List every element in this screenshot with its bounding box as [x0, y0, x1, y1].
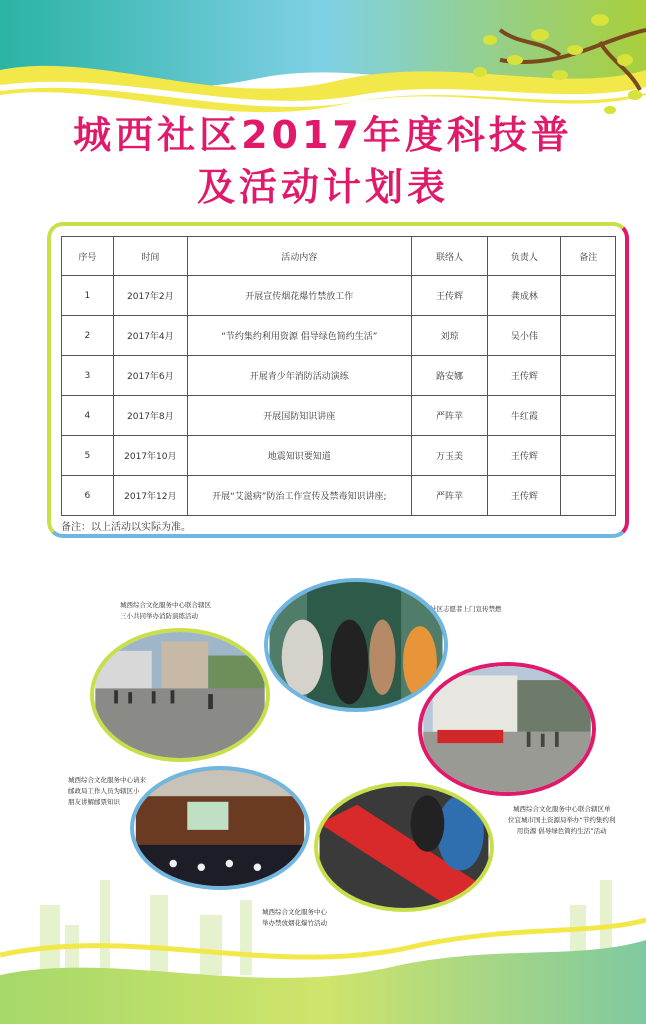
table-row [62, 316, 616, 356]
table-cell [561, 396, 616, 436]
table-cell: 严阵苹 [411, 396, 488, 436]
poster-title-line2: 及活动计划表 [196, 165, 449, 209]
table-cell [561, 276, 616, 316]
table-cell: 2017年12月 [113, 476, 187, 516]
resources-event-photo-image [422, 666, 592, 792]
table-cell [561, 436, 616, 476]
table-cell: 地震知识要知道 [188, 436, 412, 476]
table-cell: 开展“艾滋病”防治工作宣传及禁毒知识讲座; [188, 476, 412, 516]
table-cell: 5 [62, 436, 114, 476]
photo-volunteers [264, 578, 448, 712]
photo-caption-firecracker-ban: 城西综合文化服务中心 举办禁放烟花爆竹活动 [262, 908, 327, 927]
table-cell: 开展宣传烟花爆竹禁放工作 [188, 276, 412, 316]
table-cell [561, 316, 616, 356]
table-header-row [62, 237, 616, 276]
photo-caption-resources-event: 城西综合文化服务中心联合辖区单 位宜城市国土资源局举办“节约集约利 用资源 倡导绿色简约生活”活动 [508, 805, 616, 835]
table-cell: 刘琼 [411, 316, 488, 356]
table-row [62, 396, 616, 436]
table-cell: 3 [62, 356, 114, 396]
table-cell: 2017年10月 [113, 436, 187, 476]
fire-drill-photo-image [94, 632, 266, 758]
table-cell: 王传辉 [411, 276, 488, 316]
table-cell: 2017年8月 [113, 396, 187, 436]
photo-caption-volunteers: 社区志愿者上门宣传禁燃 [430, 605, 502, 613]
table-cell: 2017年6月 [113, 356, 187, 396]
table-cell: 开展青少年消防活动演练 [188, 356, 412, 396]
firecracker-ban-photo-image [318, 786, 490, 908]
table-cell: 王传辉 [488, 436, 561, 476]
table-cell [561, 476, 616, 516]
table-header: 序号 [62, 237, 114, 276]
stamp-lecture-photo-image [134, 770, 306, 886]
table-row [62, 276, 616, 316]
schedule-table [61, 236, 616, 516]
table-header: 备注 [561, 237, 616, 276]
table-header: 活动内容 [188, 237, 412, 276]
photo-caption-fire-drill: 城西综合文化服务中心联合辖区 三小共同举办消防演练活动 [120, 601, 211, 620]
table-row [62, 476, 616, 516]
table-cell: 王传辉 [488, 356, 561, 396]
photo-firecracker-ban [314, 782, 494, 912]
photo-fire-drill [90, 628, 270, 762]
photo-stamp-lecture [130, 766, 310, 890]
table-cell: 2017年4月 [113, 316, 187, 356]
photo-caption-stamp-lecture: 城西综合文化服务中心请来 邮政局工作人员为辖区小 朋友讲解邮票知识 [68, 776, 146, 806]
table-cell [561, 356, 616, 396]
table-row [62, 436, 616, 476]
table-cell: 1 [62, 276, 114, 316]
table-cell: 吴小伟 [488, 316, 561, 356]
photo-resources-event [418, 662, 596, 796]
table-row [62, 356, 616, 396]
table-cell: 4 [62, 396, 114, 436]
table-cell: 路安娜 [411, 356, 488, 396]
table-cell: 严阵苹 [411, 476, 488, 516]
table-cell: 2 [62, 316, 114, 356]
table-cell: 万玉美 [411, 436, 488, 476]
table-cell: 2017年2月 [113, 276, 187, 316]
table-header: 时间 [113, 237, 187, 276]
table-cell: 6 [62, 476, 114, 516]
table-header: 联络人 [411, 237, 488, 276]
volunteers-photo-image [268, 582, 444, 708]
table-header: 负责人 [488, 237, 561, 276]
schedule-table-frame [47, 222, 629, 538]
table-cell: “节约集约利用资源 倡导绿色简约生活” [188, 316, 412, 356]
poster-title-line1: 城西社区2017年度科技普 [73, 113, 573, 157]
table-cell: 开展国防知识讲座 [188, 396, 412, 436]
table-cell: 牛红霞 [488, 396, 561, 436]
table-cell: 王传辉 [488, 476, 561, 516]
table-note: 备注：以上活动以实际为准。 [61, 522, 191, 533]
table-cell: 龚成林 [488, 276, 561, 316]
